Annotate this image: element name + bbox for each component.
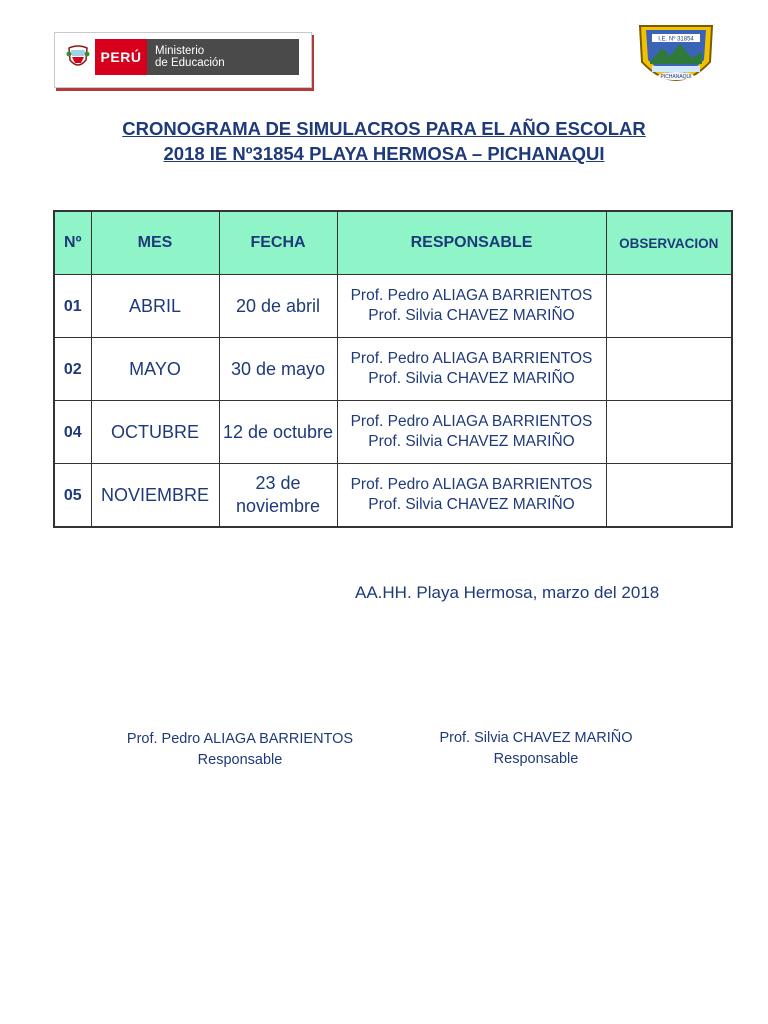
header-fecha: FECHA	[219, 211, 337, 275]
ministry-line2: de Educación	[155, 57, 225, 69]
signature-name: Prof. Silvia CHAVEZ MARIÑO	[439, 730, 633, 746]
crest-text-bottom: PICHANAQUI	[660, 74, 692, 80]
row-observacion	[606, 401, 732, 464]
table-header-row	[54, 211, 732, 275]
row-mes: NOVIEMBRE	[91, 464, 219, 528]
responsable-1: Prof. Pedro ALIAGA BARRIENTOS	[350, 413, 593, 430]
crest-text-top: I.E. Nº 31854	[658, 36, 694, 43]
row-responsable	[337, 275, 606, 338]
row-num: 01	[54, 275, 91, 338]
ministry-line1: Ministerio	[155, 45, 205, 57]
peru-label: PERÚ	[95, 39, 147, 75]
responsable-2: Prof. Silvia CHAVEZ MARIÑO	[368, 496, 575, 513]
row-num: 04	[54, 401, 91, 464]
signature-role: Responsable	[197, 752, 283, 768]
school-crest-icon	[636, 22, 716, 94]
row-fecha: 20 de abril	[219, 275, 337, 338]
title-line1: CRONOGRAMA DE SIMULACROS PARA EL AÑO ESCOLAR	[122, 118, 646, 139]
row-observacion	[606, 338, 732, 401]
table-row	[54, 401, 732, 464]
row-mes: OCTUBRE	[91, 401, 219, 464]
row-responsable	[337, 338, 606, 401]
responsable-2: Prof. Silvia CHAVEZ MARIÑO	[368, 370, 575, 387]
row-fecha: 30 de mayo	[219, 338, 337, 401]
signature-block-1	[110, 729, 370, 771]
responsable-2: Prof. Silvia CHAVEZ MARIÑO	[368, 307, 575, 324]
table-row	[54, 338, 732, 401]
table-row	[54, 275, 732, 338]
responsable-1: Prof. Pedro ALIAGA BARRIENTOS	[350, 350, 593, 367]
signature-block-2	[406, 728, 666, 770]
responsable-2: Prof. Silvia CHAVEZ MARIÑO	[368, 433, 575, 450]
row-observacion	[606, 275, 732, 338]
signature-name: Prof. Pedro ALIAGA BARRIENTOS	[126, 731, 354, 747]
row-num: 05	[54, 464, 91, 528]
responsable-1: Prof. Pedro ALIAGA BARRIENTOS	[350, 476, 593, 493]
header-observacion: OBSERVACION	[606, 211, 732, 275]
signature-role: Responsable	[493, 751, 579, 767]
document-title	[60, 116, 708, 166]
header-num: Nº	[54, 211, 91, 275]
header-mes: MES	[91, 211, 219, 275]
ministry-logo	[54, 32, 312, 88]
place-date: AA.HH. Playa Hermosa, marzo del 2018	[355, 583, 660, 602]
row-responsable	[337, 401, 606, 464]
title-line2: 2018 IE Nº31854 PLAYA HERMOSA – PICHANAQUI	[163, 143, 605, 164]
row-num: 02	[54, 338, 91, 401]
ministry-name	[147, 39, 299, 75]
row-mes: MAYO	[91, 338, 219, 401]
row-fecha: 23 de noviembre	[219, 464, 337, 528]
row-mes: ABRIL	[91, 275, 219, 338]
header-responsable: RESPONSABLE	[337, 211, 606, 275]
peru-shield-icon	[61, 39, 95, 75]
responsable-1: Prof. Pedro ALIAGA BARRIENTOS	[350, 287, 593, 304]
schedule-table	[53, 210, 733, 528]
row-observacion	[606, 464, 732, 528]
table-row	[54, 464, 732, 528]
row-fecha: 12 de octubre	[219, 401, 337, 464]
row-responsable	[337, 464, 606, 528]
